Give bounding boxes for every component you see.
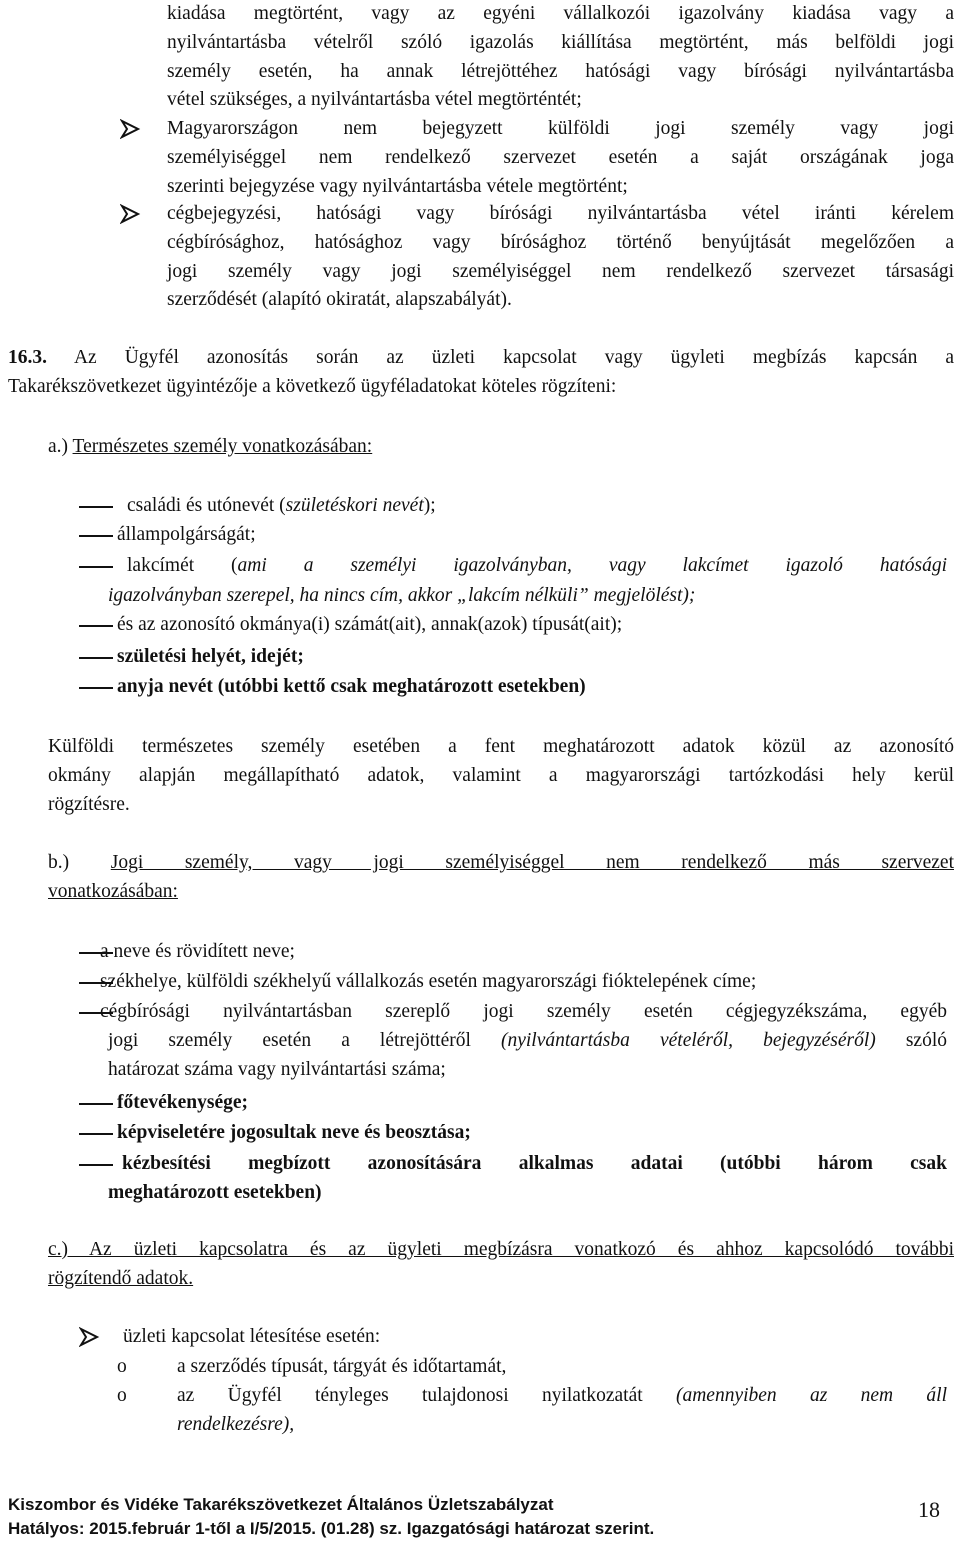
dash-bullet bbox=[79, 625, 113, 627]
text-line: 16.3. Az Ügyfél azonosítás során az üzleti kapcsolat vagy ügyleti megbízás kapcsán a bbox=[8, 347, 954, 368]
text-line: Magyarországon nem bejegyzett külföldi jogi személy vagy jogi bbox=[167, 118, 954, 139]
list-item-continuation: jogi személy esetén a létrejöttéről (nyilvántartásba vételéről, bejegyzéséről) szóló határozat száma vagy nyilvántartási száma; bbox=[108, 1030, 948, 1080]
dash-bullet bbox=[79, 1133, 113, 1135]
dash-bullet bbox=[79, 506, 113, 508]
list-item: születési helyét, idejét; bbox=[117, 646, 304, 667]
text-line: szerinti bejegyzése vagy nyilvántartásba vétele megtörtént; bbox=[167, 175, 628, 197]
list-item-continuation: igazolványban szerepel, ha nincs cím, akkor „lakcím nélküli” megjelölést); bbox=[108, 585, 696, 606]
page-number: 18 bbox=[918, 1497, 940, 1522]
footer-validity: Hatályos: 2015.február 1-től a I/5/2015. (01.28) sz. Igazgatósági határozat szerint. bbox=[8, 1519, 655, 1538]
arrow-item: üzleti kapcsolat létesítése esetén: bbox=[123, 1326, 381, 1347]
list-item-continuation: meghatározott esetekben) bbox=[108, 1182, 322, 1203]
circle-bullet: o bbox=[117, 1356, 127, 1377]
text-line: jogi személy vagy jogi személyiséggel nem rendelkező szervezet társasági bbox=[167, 260, 954, 282]
list-item: állampolgárságát; bbox=[117, 524, 256, 545]
list-item: lakcímét (ami a személyi igazolványban, vagy lakcímet igazoló hatósági bbox=[127, 555, 947, 576]
footer-title: Kiszombor és Vidéke Takarékszövetkezet Általános Üzletszabályzat bbox=[8, 1495, 554, 1514]
text-line: Takarékszövetkezet ügyintézője a következő ügyféladatokat köteles rögzíteni: bbox=[8, 375, 617, 397]
text-line: személyiséggel nem rendelkező szervezet esetén a saját országának joga bbox=[167, 146, 954, 168]
part-c-heading: c.) Az üzleti kapcsolatra és az ügyleti megbízásra vonatkozó és ahhoz kapcsolódó további rögzítendő adatok. bbox=[48, 1239, 954, 1289]
list-item: kézbesítési megbízott azonosítására alkalmas adatai (utóbbi három csak bbox=[122, 1153, 947, 1174]
arrow-item bbox=[167, 200, 954, 315]
list-item: anyja nevét (utóbbi kettő csak meghatározott esetekben) bbox=[117, 676, 586, 697]
dash-bullet bbox=[79, 566, 113, 568]
list-item: képviseletére jogosultak neve és beosztása; bbox=[117, 1122, 471, 1143]
arrow-bullet-icon bbox=[120, 118, 142, 140]
circle-bullet: o bbox=[117, 1385, 127, 1406]
text-line: nyilvántartásba vételről szóló igazolás kiállítása megtörtént, más belföldi jogi bbox=[167, 31, 954, 53]
dash-bullet bbox=[79, 687, 113, 689]
dash-bullet bbox=[79, 657, 113, 659]
foreign-person-paragraph: Külföldi természetes személy esetében a fent meghatározott adatok közül az azonosító okmány alapján megállapítható adatok, valamint a magyarországi tartózkodási hely kerül rögzítésre. bbox=[48, 736, 954, 815]
section-16-3 bbox=[8, 344, 954, 402]
list-item: székhelye, külföldi székhelyű vállalkozás esetén magyarországi fióktelepének címe; bbox=[100, 971, 757, 992]
text-line: cégbejegyzési, hatósági vagy bírósági nyilvántartásba vétel iránti kérelem bbox=[167, 203, 954, 224]
dash-bullet bbox=[79, 535, 113, 537]
list-item: a neve és rövidített neve; bbox=[100, 941, 295, 962]
list-item: főtevékenysége; bbox=[117, 1092, 249, 1113]
dash-bullet bbox=[79, 1103, 113, 1105]
section-number: 16.3. bbox=[8, 347, 47, 368]
arrow-bullet-icon bbox=[79, 1326, 101, 1348]
sub-list-item: az Ügyfél tényleges tulajdonosi nyilatkozatát (amennyiben az nem áll rendelkezésre), bbox=[177, 1385, 947, 1435]
top-paragraph bbox=[167, 0, 954, 115]
text-line: szerződését (alapító okiratát, alapszabályát). bbox=[167, 289, 512, 311]
list-item: családi és utónevét (születéskori nevét); bbox=[127, 495, 436, 516]
dash-bullet bbox=[79, 1164, 113, 1166]
part-b-heading: b.) Jogi személy, vagy jogi személyiséggel nem rendelkező más szervezet vonatkozásában: bbox=[48, 852, 954, 902]
arrow-bullet-icon bbox=[120, 203, 142, 225]
text-line: kiadása megtörtént, vagy az egyéni vállalkozói igazolvány kiadása vagy a bbox=[167, 3, 954, 24]
part-a-heading: a.) Természetes személy vonatkozásában: bbox=[48, 436, 373, 457]
text-line: vétel szükséges, a nyilvántartásba vétel megtörténtét; bbox=[167, 89, 582, 111]
text-line: cégbírósághoz, hatósághoz vagy bírósághoz történő benyújtását megelőzően a bbox=[167, 231, 954, 253]
list-item: és az azonosító okmánya(i) számát(ait), annak(azok) típusát(ait); bbox=[117, 614, 623, 635]
arrow-item bbox=[167, 115, 954, 201]
text-line: személy esetén, ha annak létrejöttéhez hatósági vagy bírósági nyilvántartásba bbox=[167, 60, 954, 82]
list-item: cégbírósági nyilvántartásban szereplő jogi személy esetén cégjegyzékszáma, egyéb bbox=[100, 1001, 947, 1022]
sub-list-item: a szerződés típusát, tárgyát és időtartamát, bbox=[177, 1356, 507, 1377]
